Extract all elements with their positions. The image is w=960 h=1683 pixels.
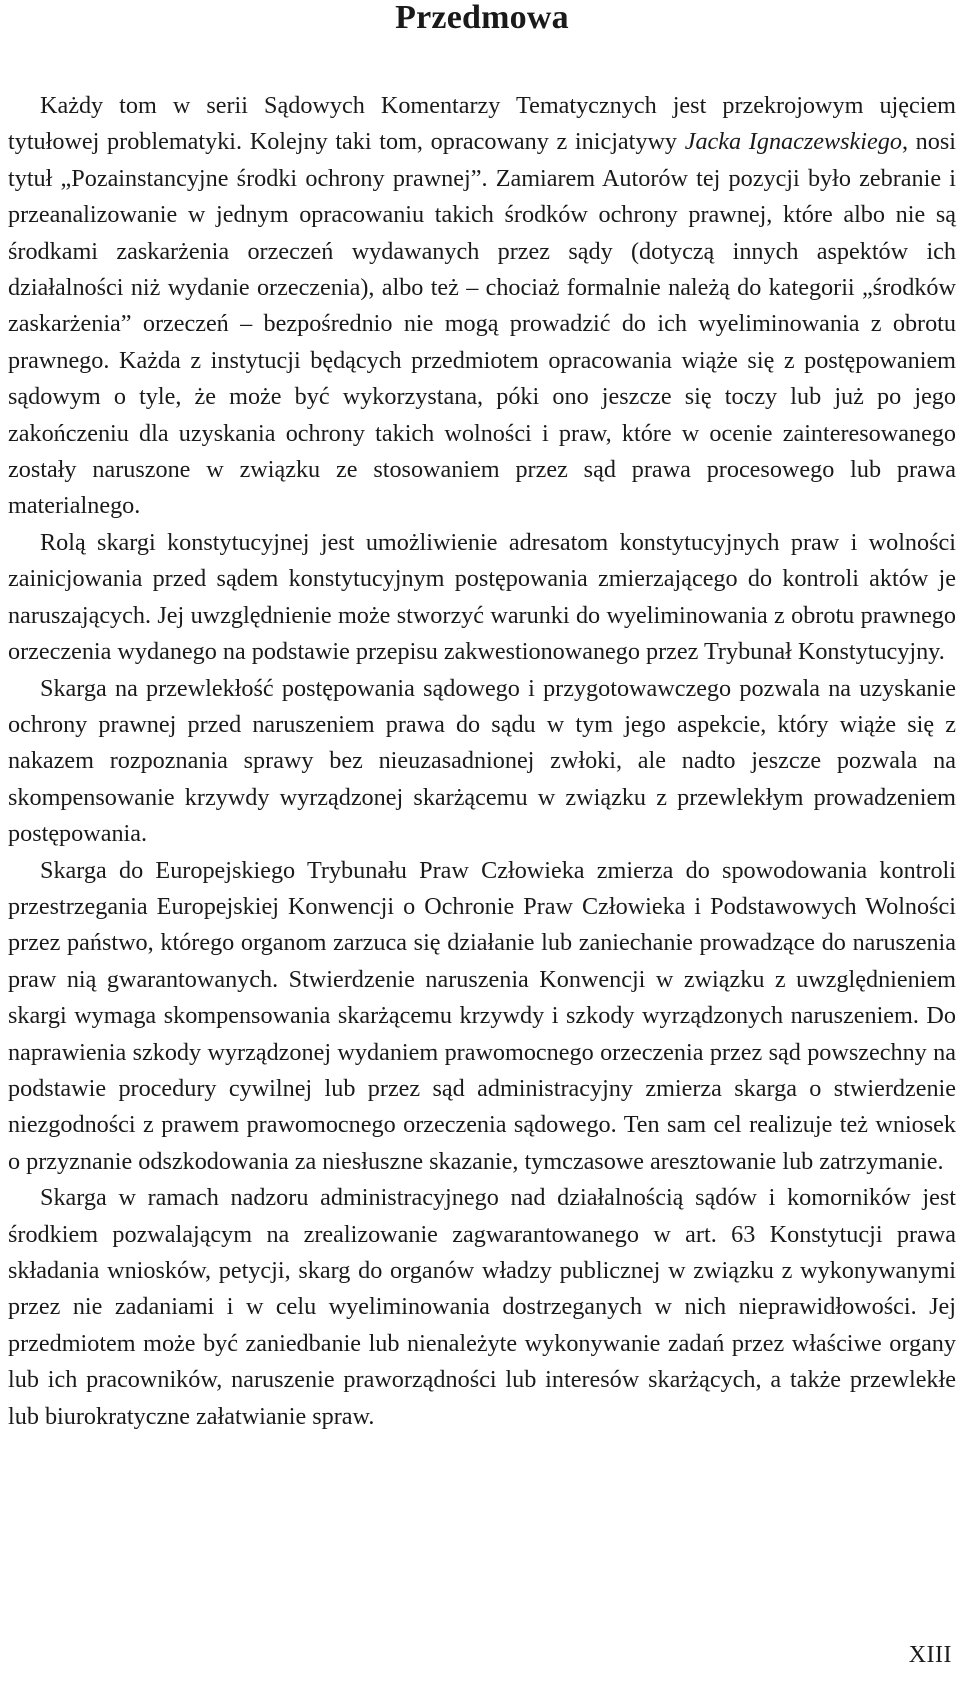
book-page [8,0,956,1683]
paragraph-3: Skarga na przewlekłość postępowania sądowego i przygotowawczego pozwala na uzyskanie ochrony prawnej przed naruszeniem prawa do sądu w tym jego aspekcie, który wiąże się z nakazem rozpoznania sprawy bez nieuzasadnionej zwłoki, ale nadto jeszcze pozwala na skompensowanie krzywdy wyrządzonej skarżącemu w związku z przewlekłym prowadzeniem postępowania. [8,674,956,848]
paragraph-5: Skarga w ramach nadzoru administracyjnego nad działalnością sądów i komorników jest środkiem pozwalającym na zrealizowanie zagwarantowanego w art. 63 Konstytucji prawa składania wniosków, petycji, skarg do organów władzy publicznej w związku z wykonywanymi przez nie zadaniami i w celu wyeliminowania dostrzeganych w nich nieprawidłowości. Jej przedmiotem może być zaniedbanie lub nienależyte wykonywanie zadań przez właściwe organy lub ich pracowników, naruszenie praworządności lub interesów skarżących, a także przewlekłe lub biurokratyczne załatwianie spraw. [8,1184,956,1430]
preface-body [8,88,956,1435]
paragraph-1-part-b: , nosi tytuł „Pozainstancyjne środki ochrony prawnej”. Zamiarem Autorów tej pozycji było zebranie i przeanalizowanie w jednym opracowaniu takich środków ochrony prawnej, które albo nie są środkami zaskarżenia orzeczeń wydawanych przez sądy (dotyczą innych aspektów ich działalności niż wydanie orzeczenia), albo też – chociaż formalnie należą do kategorii „środków zaskarżenia” orzeczeń – bezpośrednio nie mogą prowadzić do ich wyeliminowania z obrotu prawnego. Każda z instytucji będących przedmiotem opracowania wiąże się z postępowaniem sądowym o tyle, że może być wykorzystana, póki ono jeszcze się toczy lub już po jego zakończeniu dla uzyskania ochrony takich wolności i praw, które w ocenie zainteresowanego zostały naruszone w związku ze stosowaniem przez sąd prawa procesowego lub prawa materialnego. [8,128,956,520]
paragraph-2: Rolą skargi konstytucyjnej jest umożliwienie adresatom konstytucyjnych praw i wolności zainicjowania przed sądem konstytucyjnym postępowania zmierzającego do kontroli aktów je naruszających. Jej uwzględnienie może stworzyć warunki do wyeliminowania z obrotu prawnego orzeczenia wydanego na podstawie przepisu zakwestionowanego przez Trybunał Konstytucyjny. [8,528,956,666]
author-name-italic: Jacka Ignaczewskiego [684,128,902,156]
page-title: Przedmowa [395,0,569,36]
paragraph-1 [8,88,956,525]
paragraph-1-part-a: Każdy tom w serii Sądowych Komentarzy Tematycznych jest przekrojowym ujęciem tytułowej problematyki. Kolejny taki tom, opracowany z inicjatywy [8,92,956,156]
page-number: XIII [908,1642,952,1668]
paragraph-4: Skarga do Europejskiego Trybunału Praw Człowieka zmierza do spowodowania kontroli przestrzegania Europejskiej Konwencji o Ochronie Praw Człowieka i Podstawowych Wolności przez państwo, którego organom zarzuca się działanie lub zaniechanie prowadzące do naruszenia praw nią gwarantowanych. Stwierdzenie naruszenia Konwencji w związku z uwzględnieniem skargi wymaga skompensowania skarżącemu krzywdy i szkody wyrządzonych naruszeniem. Do naprawienia szkody wyrządzonej wydaniem prawomocnego orzeczenia przez sąd powszechny na podstawie procedury cywilnej lub przez sąd administracyjny zmierza skarga o stwierdzenie niezgodności z prawem prawomocnego orzeczenia sądowego. Ten sam cel realizuje też wniosek o przyznanie odszkodowania za niesłuszne skazanie, tymczasowe aresztowanie lub zatrzymanie. [8,856,956,1175]
